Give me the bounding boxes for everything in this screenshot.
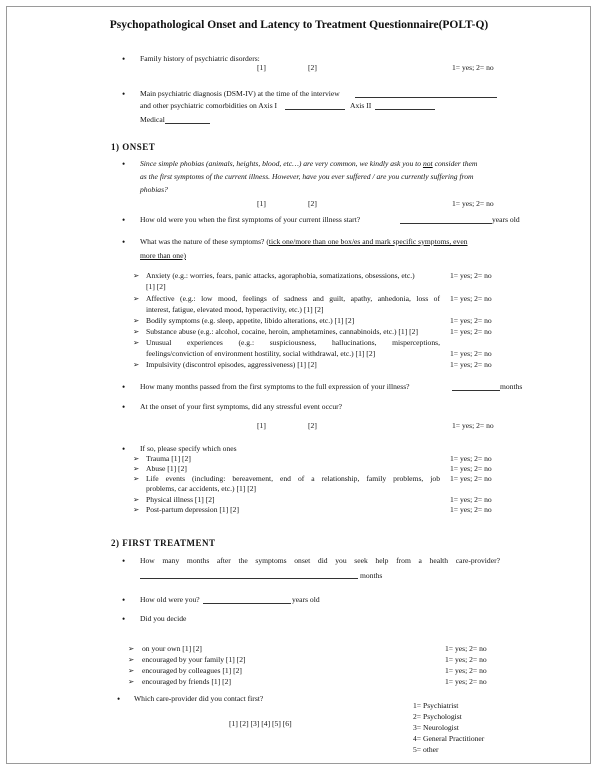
symptom-impulsivity[interactable]: Impulsivity (discontrol episodes, aggressiveness) [1] [2] (146, 360, 317, 369)
symptom-affective-line2[interactable]: interest, fatigue, elevated mood, hyperactivity, etc.) [1] [2] (146, 305, 324, 314)
symptom-anxiety-options[interactable]: [1] [2] (146, 282, 166, 291)
event-physical[interactable]: Physical illness [1] [2] (146, 495, 215, 504)
arrow-icon: ➢ (128, 655, 135, 664)
medical-label: Medical (140, 115, 165, 124)
arrow-icon: ➢ (133, 464, 140, 473)
arrow-icon: ➢ (128, 677, 135, 686)
months-field[interactable] (452, 390, 500, 391)
bullet: • (122, 614, 126, 624)
arrow-icon: ➢ (133, 327, 140, 336)
provider-4: 4= General Practitioner (413, 734, 485, 743)
event-life: Life events (including: bereavement, end of a relationship, family problems, job (146, 474, 440, 483)
event-postpartum[interactable]: Post-partum depression [1] [2] (146, 505, 240, 514)
stress-option-1[interactable]: [1] (257, 421, 266, 430)
decision-friends[interactable]: encouraged by friends [1] [2] (142, 677, 231, 686)
months-question: How many months passed from the first symptoms to the full expression of your illness? (140, 382, 410, 391)
months-suffix: months (500, 382, 523, 391)
unusual-yes-no: 1= yes; 2= no (450, 349, 492, 358)
life-yes-no: 1= yes; 2= no (450, 474, 492, 483)
arrow-icon: ➢ (133, 474, 140, 483)
decide-label: Did you decide (140, 614, 187, 623)
abuse-yes-no: 1= yes; 2= no (450, 464, 492, 473)
decision-own[interactable]: on your own [1] [2] (142, 644, 202, 653)
symptom-affective: Affective (e.g.: low mood, feelings of sadness and guilt, apathy, anhedonia, loss of (146, 294, 440, 303)
phobia-yes-no: 1= yes; 2= no (452, 199, 494, 208)
treatment-age-question: How old were you? (140, 595, 200, 604)
axis1-field[interactable] (285, 109, 345, 110)
phobia-question-a: Since simple phobias (animals, heights, blood, etc…) are very common, we kindly ask you to (140, 159, 423, 168)
postpartum-yes-no: 1= yes; 2= no (450, 505, 492, 514)
arrow-icon: ➢ (133, 316, 140, 325)
comorbidity-axis1-label: and other psychiatric comorbidities on Axis I (140, 101, 278, 110)
substance-yes-no: 1= yes; 2= no (450, 327, 492, 336)
specify-label: If so, please specify which ones (140, 444, 237, 453)
bullet: • (122, 444, 126, 454)
arrow-icon: ➢ (133, 454, 140, 463)
treatment-age-field[interactable] (203, 603, 291, 604)
bullet: • (122, 402, 126, 412)
friends-yes-no: 1= yes; 2= no (445, 677, 487, 686)
decision-family[interactable]: encouraged by your family [1] [2] (142, 655, 246, 664)
symptom-unusual-line2[interactable]: feelings/conviction of environment hostility, social withdrawal, etc.) [1] [2] (146, 349, 376, 358)
decision-colleagues[interactable]: encouraged by colleagues [1] [2] (142, 666, 242, 675)
stress-question: At the onset of your first symptoms, did any stressful event occur? (140, 402, 343, 411)
trauma-yes-no: 1= yes; 2= no (450, 454, 492, 463)
arrow-icon: ➢ (133, 495, 140, 504)
diagnosis-field[interactable] (355, 97, 497, 98)
onset-age-suffix: years old (492, 215, 520, 224)
symptom-anxiety: Anxiety (e.g.: worries, fears, panic attacks, agoraphobia, somatizations, obsessions, etc.) (146, 271, 415, 280)
arrow-icon: ➢ (133, 294, 140, 303)
provider-question: Which care-provider did you contact first? (134, 694, 264, 703)
provider-options[interactable]: [1] [2] [3] [4] [5] [6] (229, 719, 292, 728)
provider-3: 3= Neurologist (413, 723, 459, 732)
provider-1: 1= Psychiatrist (413, 701, 459, 710)
bodily-yes-no: 1= yes; 2= no (450, 316, 492, 325)
axis2-label: Axis II (350, 101, 372, 110)
bullet: • (117, 694, 121, 704)
colleagues-yes-no: 1= yes; 2= no (445, 666, 487, 675)
family-option-1[interactable]: [1] (257, 63, 266, 72)
nature-question: What was the nature of these symptoms? ( (140, 237, 269, 246)
nature-instructions: tick one/more than one box/es and mark specific symptoms, even (268, 237, 468, 246)
stress-yes-no: 1= yes; 2= no (452, 421, 494, 430)
bullet: • (122, 556, 126, 566)
phobia-question-not: not (422, 159, 433, 168)
arrow-icon: ➢ (133, 271, 140, 280)
event-life-line2[interactable]: problems, car accidents, etc.) [1] [2] (146, 484, 257, 493)
phobia-question-line3: phobias? (140, 185, 168, 194)
arrow-icon: ➢ (128, 666, 135, 675)
event-abuse[interactable]: Abuse [1] [2] (146, 464, 187, 473)
phobia-question-line2: as the first symptoms of the current illness. However, have you ever suffered / are you currently suffering from (140, 172, 474, 181)
arrow-icon: ➢ (133, 505, 140, 514)
page-title: Psychopathological Onset and Latency to Treatment Questionnaire(POLT-Q) (109, 19, 489, 31)
axis2-field[interactable] (375, 109, 435, 110)
family-option-2[interactable]: [2] (308, 63, 317, 72)
bullet: • (122, 382, 126, 392)
family-decision-yes-no: 1= yes; 2= no (445, 655, 487, 664)
bullet: • (122, 54, 126, 64)
symptom-bodily[interactable]: Bodily symptoms (e.g. sleep, appetite, libido alterations, etc.) [1] [2] (146, 316, 355, 325)
section-onset-heading: 1) ONSET (111, 142, 156, 152)
treatment-age-suffix: years old (292, 595, 320, 604)
provider-2: 2= Psychologist (413, 712, 462, 721)
bullet: • (122, 215, 126, 225)
bullet: • (122, 595, 126, 605)
provider-5: 5= other (413, 745, 439, 754)
impulsivity-yes-no: 1= yes; 2= no (450, 360, 492, 369)
symptom-substance[interactable]: Substance abuse (e.g.: alcohol, cocaine, heroin, amphetamines, cannabinoids, etc.) [1] [2] (146, 327, 419, 336)
phobia-option-1[interactable]: [1] (257, 199, 266, 208)
affective-yes-no: 1= yes; 2= no (450, 294, 492, 303)
physical-yes-no: 1= yes; 2= no (450, 495, 492, 504)
event-trauma[interactable]: Trauma [1] [2] (146, 454, 191, 463)
stress-option-2[interactable]: [2] (308, 421, 317, 430)
arrow-icon: ➢ (128, 644, 135, 653)
section-treatment-heading: 2) FIRST TREATMENT (111, 538, 216, 548)
diagnosis-label: Main psychiatric diagnosis (DSM-IV) at the time of the interview (140, 89, 340, 98)
medical-field[interactable] (165, 123, 210, 124)
anxiety-yes-no: 1= yes; 2= no (450, 271, 492, 280)
symptom-unusual: Unusual experiences (e.g.: suspiciousness, hallucinations, misperceptions, (146, 338, 440, 347)
family-yes-no: 1= yes; 2= no (452, 63, 494, 72)
help-question: How many months after the symptoms onset did you seek help from a health care-provider? (140, 556, 500, 565)
bullet: • (122, 159, 126, 169)
phobia-option-2[interactable]: [2] (308, 199, 317, 208)
help-months-suffix: months (360, 571, 383, 580)
bullet: • (122, 237, 126, 247)
arrow-icon: ➢ (133, 338, 140, 347)
own-yes-no: 1= yes; 2= no (445, 644, 487, 653)
onset-age-question: How old were you when the first symptoms of your current illness start? (140, 215, 361, 224)
nature-instructions-line2: more than one) (140, 251, 186, 260)
help-months-field[interactable] (140, 578, 358, 579)
bullet: • (122, 89, 126, 99)
family-history-label: Family history of psychiatric disorders: (140, 54, 260, 63)
arrow-icon: ➢ (133, 360, 140, 369)
phobia-question-b: consider them (432, 159, 478, 168)
onset-age-field[interactable] (400, 223, 492, 224)
